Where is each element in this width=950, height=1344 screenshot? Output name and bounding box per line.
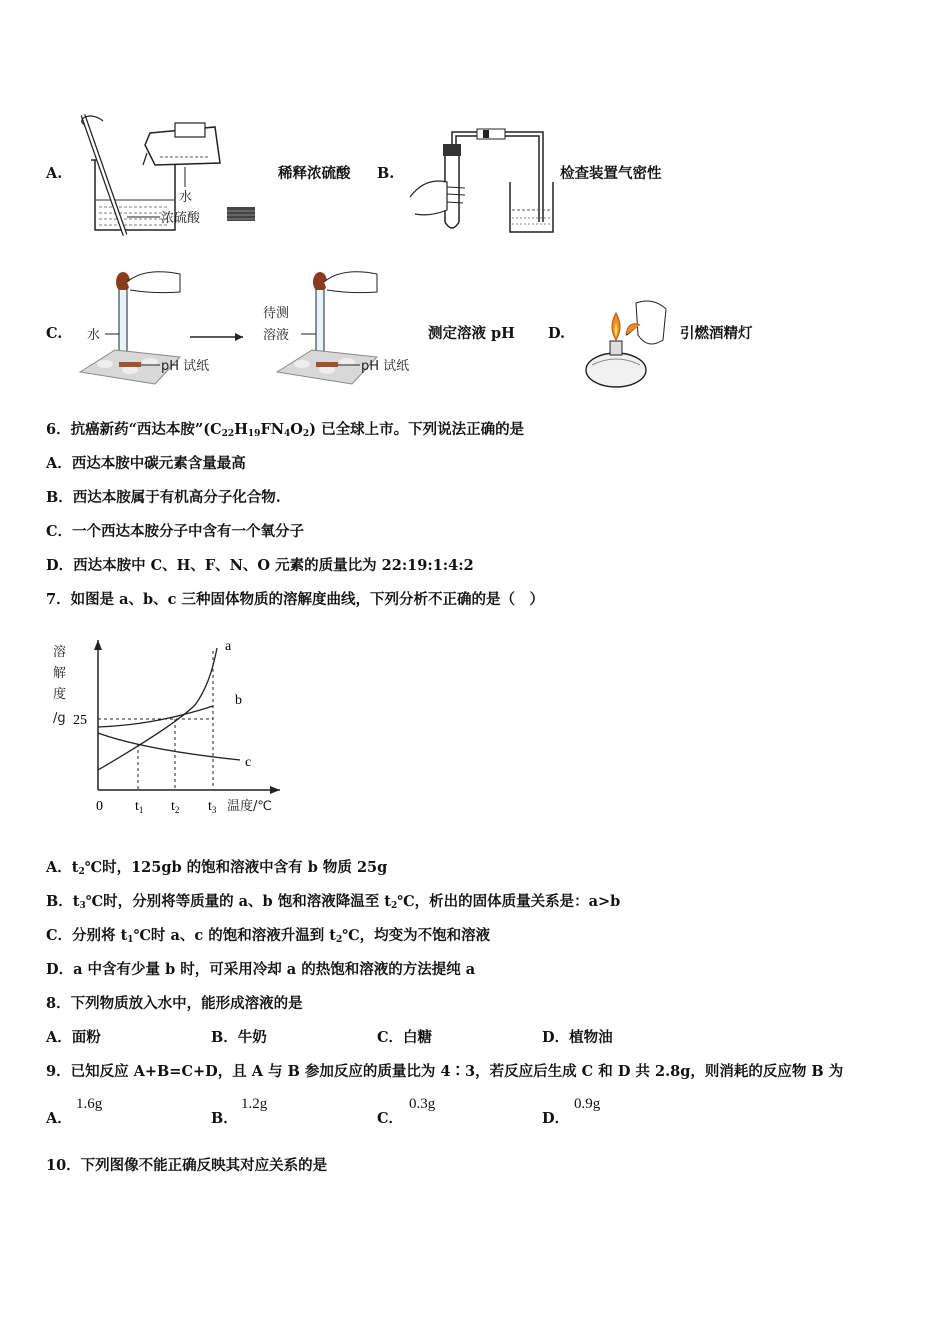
q9-option-a-value: 1.6g — [76, 1096, 103, 1112]
ylabel-1: 溶 — [53, 645, 67, 660]
q6-option-b[interactable]: B．西达本胺属于有机高分子化合物. — [46, 489, 281, 506]
option-d-letter: D. — [548, 325, 566, 342]
q6-option-c[interactable]: C．一个西达本胺分子中含有一个氧分子 — [46, 523, 305, 540]
dilute-acid-figure — [65, 105, 285, 240]
sample-label-2: 溶液 — [263, 328, 290, 343]
option-b-letter: B. — [377, 165, 395, 182]
q8-option-d[interactable]: D．植物油 — [542, 1029, 613, 1046]
q9-option-b-value: 1.2g — [241, 1096, 268, 1112]
x-axis-label: 温度/℃ — [227, 799, 272, 814]
curve-a — [98, 648, 217, 770]
curve-b-label: b — [235, 693, 242, 708]
q7-option-c[interactable]: C．分别将 $t_1℃$时 a、c 的饱和溶液升温到 $t_2℃$，均变为不饱和溶液 — [46, 927, 491, 945]
x-tick-t2: $t_2$ — [171, 799, 180, 815]
curve-c-label: c — [245, 755, 252, 770]
x-tick-0: 0 — [96, 799, 103, 814]
q8-stem: 8．下列物质放入水中，能形成溶液的是 — [46, 995, 303, 1012]
q9-stem: 9．已知反应 A+B=C+D，且 A 与 B 参加反应的质量比为 4∶3，若反应后生成 C 和 D 共 2.8g，则消耗的反应物 B 为 — [46, 1063, 844, 1080]
x-tick-t1: $t_1$ — [135, 799, 144, 815]
q9-option-d-value: 0.9g — [574, 1096, 601, 1112]
ph-test-figure — [75, 262, 435, 392]
water-label: 水 — [179, 190, 193, 205]
q8-option-c[interactable]: C．白糖 — [377, 1029, 433, 1046]
q9-option-d-letter[interactable]: D． — [542, 1110, 570, 1127]
option-c-letter: C. — [46, 325, 63, 342]
ylabel-3: 度 — [53, 687, 67, 702]
x-tick-t3: $t_3$ — [208, 799, 217, 815]
curve-c — [98, 733, 240, 760]
q7-option-d[interactable]: D．a 中含有少量 b 时，可采用冷却 a 的热饱和溶液的方法提纯 a — [46, 961, 476, 978]
sample-label-1: 待测 — [263, 306, 290, 321]
q9-option-c-letter[interactable]: C． — [377, 1110, 404, 1127]
q6-option-a[interactable]: A．西达本胺中碳元素含量最高 — [46, 455, 246, 472]
y-tick-25: 25 — [73, 713, 87, 728]
q7-option-b[interactable]: B．$t_3℃$时，分别将等质量的 a、b 饱和溶液降温至 $t_2℃$，析出的固体质量关系是：a>b — [46, 893, 621, 911]
curve-a-label: a — [225, 639, 232, 654]
q6-stem: 6．抗癌新药“西达本胺$”(C_{22}H_{19}FN_4O_2)$ 已全球上市。下列说法正确的是 — [46, 421, 525, 439]
q7-stem: 7．如图是 a、b、c 三种固体物质的溶解度曲线，下列分析不正确的是（ ） — [46, 591, 545, 608]
option-d-caption: 引燃酒精灯 — [680, 325, 753, 342]
option-b-caption: 检查装置气密性 — [560, 165, 662, 182]
ylabel-2: 解 — [53, 666, 67, 681]
q9-option-b-letter[interactable]: B． — [211, 1110, 238, 1127]
ylabel-4: /g — [53, 711, 66, 726]
conc-acid-label: 浓硫酸 — [161, 211, 201, 226]
solubility-graph — [45, 630, 295, 820]
q8-option-b[interactable]: B．牛奶 — [211, 1029, 267, 1046]
alcohol-lamp-figure — [578, 295, 678, 395]
q10-stem: 10．下列图像不能正确反映其对应关系的是 — [46, 1157, 328, 1174]
option-a-caption: 稀释浓硫酸 — [278, 165, 351, 182]
q6-option-d[interactable]: D．西达本胺中 C、H、F、N、O 元素的质量比为 22:19:1:4:2 — [46, 557, 474, 574]
q8-option-a[interactable]: A．面粉 — [46, 1029, 101, 1046]
q7-option-a[interactable]: A．$t_2℃$时，125gb 的饱和溶液中含有 b 物质 25g — [46, 859, 388, 877]
option-a-letter: A. — [46, 165, 63, 182]
option-c-caption: 测定溶液 pH — [428, 325, 515, 342]
airtight-check-figure — [405, 122, 555, 237]
ph-paper-label-1: pH 试纸 — [161, 359, 210, 374]
curve-b — [98, 706, 213, 727]
q9-option-a-letter[interactable]: A． — [46, 1110, 72, 1127]
ph-paper-label-2: pH 试纸 — [361, 359, 410, 374]
q9-option-c-value: 0.3g — [409, 1096, 436, 1112]
water-label-c: 水 — [87, 328, 101, 343]
